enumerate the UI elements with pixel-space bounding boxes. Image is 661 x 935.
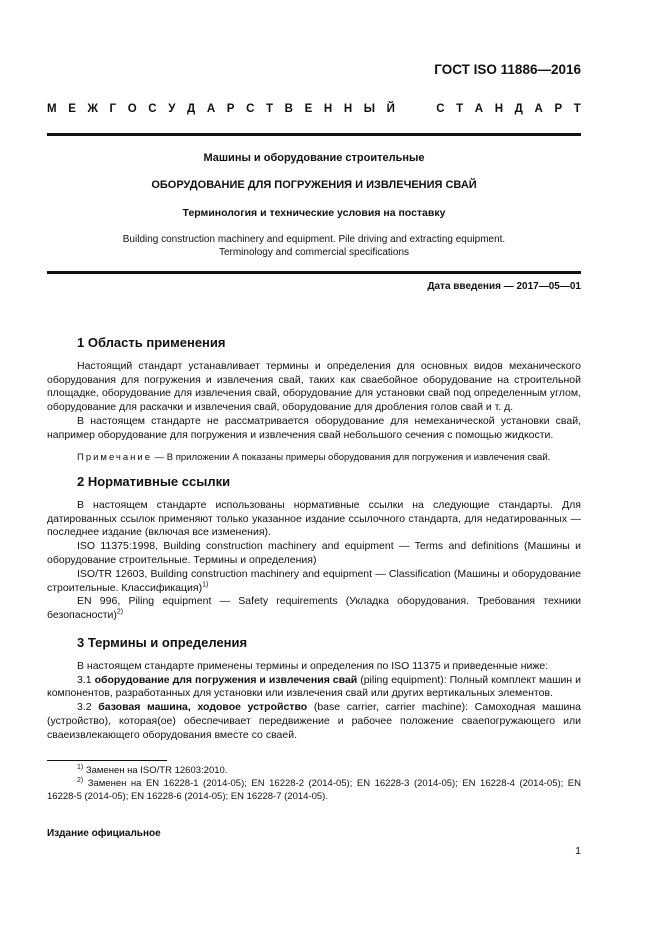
note-label: Примечание — [77, 451, 152, 463]
document-code: ГОСТ ISO 11886—2016 — [434, 62, 581, 77]
banner-letter: Й — [386, 103, 395, 115]
footnote-text: Заменен на EN 16228-1 (2014-05); EN 16228-2 (2014-05); EN 16228-3 (2014-05); EN 16228-4 (2014-05); EN 16228-5 (2014-05); EN 16228-6 (2014-05); EN 16228-7 (2014-05). — [47, 778, 581, 802]
banner-letter: Н — [323, 103, 333, 115]
banner-letter: А — [474, 103, 484, 115]
paragraph: В настоящем стандарте не рассматривается оборудование для немеханической установки свай, например оборудование для погружения и извлечения свай небольшого сечения с помощью жидкости. — [47, 414, 581, 441]
banner-letter: Д — [187, 103, 196, 115]
section-references — [47, 475, 581, 623]
definition-term: оборудование для погружения и извлечения свай — [94, 673, 358, 686]
banner-letter: Т — [573, 103, 581, 115]
title-english — [47, 233, 581, 259]
reference-item — [47, 568, 581, 596]
title-english-line2: Terminology and commercial specifications — [218, 247, 410, 258]
footnote-text: Заменен на ISO/TR 12603:2010. — [83, 765, 228, 776]
banner-letter: Н — [494, 103, 504, 115]
section-heading: 2 Нормативные ссылки — [77, 474, 231, 489]
paragraph: Настоящий стандарт устанавливает термины и определения для основных видов механического оборудования для погружения и извлечения свай, таких как сваебойное оборудование на строительной площадке, оборудование для извлечения свай, оборудование для установки свай под определенным углом, оборудование для раскачки и извлечения свай, оборудование для дробления голов свай и т. д. — [47, 359, 581, 414]
reference-item: ISO 11375:1998, Building construction machinery and equipment — Terms and definitions (Машины и оборудование строительные. Термины и определения) — [47, 540, 581, 566]
banner-letter: Е — [304, 103, 313, 115]
section-heading: 3 Термины и определения — [77, 635, 248, 650]
title-category: Машины и оборудование строительные — [203, 152, 425, 164]
banner-letter: Ы — [363, 103, 376, 115]
introduction-date: Дата введения — 2017—05—01 — [427, 281, 581, 292]
banner-letter: С — [148, 103, 157, 115]
banner-letter: Т — [456, 103, 464, 115]
banner-letter: Г — [109, 103, 117, 115]
banner-letter — [407, 103, 410, 115]
banner-letter: Ж — [87, 103, 98, 115]
banner-letter: Р — [554, 103, 563, 115]
definition-text: (piling equipment): Полный комплект машин и компонентов, разработанных для установки или извлечения свай или других вертикальных элементов. — [47, 673, 581, 700]
definition-item — [47, 701, 581, 742]
footnote — [47, 777, 581, 803]
banner-letter: С — [246, 103, 255, 115]
banner-letter: Д — [514, 103, 523, 115]
title-main: ОБОРУДОВАНИЕ ДЛЯ ПОГРУЖЕНИЯ И ИЗВЛЕЧЕНИЯ СВАЙ — [151, 179, 477, 191]
footnote-mark: 2) — [77, 776, 84, 784]
banner-letter: Н — [343, 103, 353, 115]
header-rule — [47, 133, 581, 136]
note — [47, 451, 581, 465]
footnote-mark: 1) — [77, 763, 84, 771]
definition-number: 3.2 — [77, 701, 99, 714]
reference-text: EN 996, Piling equipment — Safety requirements (Укладка оборудования. Требования техники безопасности) — [47, 595, 581, 622]
footnote — [47, 764, 581, 777]
title-english-line1: Building construction machinery and equipment. Pile driving and extracting equipment. — [122, 234, 506, 245]
definition-term: базовая машина, ходовое устройство — [98, 701, 308, 714]
note-text: — В приложении А показаны примеры оборудования для погружения и извлечения свай. — [152, 451, 551, 463]
title-rule — [47, 271, 581, 274]
definition-number: 3.1 — [77, 673, 95, 686]
banner-letter: У — [168, 103, 176, 115]
edition-label: Издание официальное — [47, 828, 161, 839]
section-scope — [47, 336, 581, 464]
banner-letter: Т — [266, 103, 274, 115]
banner-letter — [421, 103, 424, 115]
footnotes — [47, 764, 581, 803]
banner-letter: А — [206, 103, 216, 115]
standard-banner — [47, 103, 581, 115]
banner-letter: Р — [226, 103, 235, 115]
section-heading: 1 Область применения — [77, 335, 226, 350]
section-terms — [47, 636, 581, 743]
footnote-ref: 2) — [116, 608, 124, 616]
banner-letter: О — [127, 103, 137, 115]
banner-letter: М — [47, 103, 57, 115]
paragraph: В настоящем стандарте применены термины и определения по ISO 11375 и приведенные ниже: — [77, 659, 549, 672]
footnote-ref: 1) — [202, 581, 209, 589]
banner-letter: С — [436, 103, 445, 115]
title-subtitle: Терминология и технические условия на поставку — [182, 207, 446, 219]
definition-item — [47, 674, 581, 702]
reference-item — [47, 595, 581, 623]
banner-letter: В — [284, 103, 293, 115]
banner-letter: А — [534, 103, 543, 115]
definition-text: (base carrier, carrier machine): Самоходная машина (устройство), которая(ое) обеспечивает передвижение и рабочее положение свaепогружающего или сваеизвлекающего оборудования вместе со сваей. — [47, 701, 582, 741]
footnote-divider — [47, 760, 167, 761]
paragraph: В настоящем стандарте использованы нормативные ссылки на следующие стандарты. Для датированных ссылок применяют только указанное издание ссылочного стандарта, для недатированных — последнее издание (включая все изменения). — [47, 498, 581, 539]
page-number: 1 — [575, 845, 581, 857]
reference-text: ISO/TR 12603, Building construction machinery and equipment — Classification (Машины и оборудование строительные. Классификация) — [47, 567, 581, 594]
banner-letter: Е — [68, 103, 76, 115]
